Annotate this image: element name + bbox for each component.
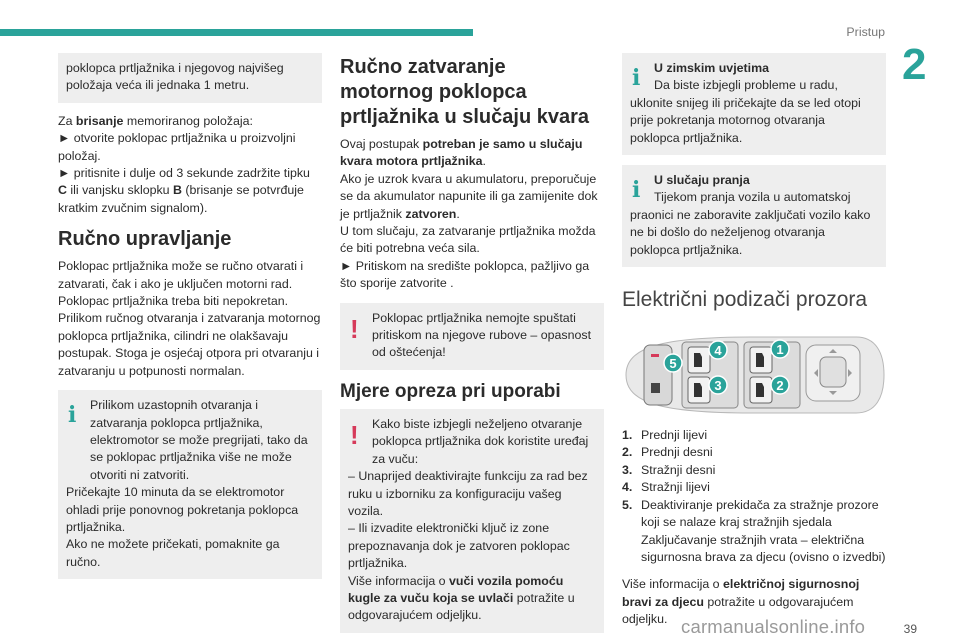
callout-1 — [771, 340, 789, 358]
manual-operation-text: Poklopac prtljažnika može se ručno otvarati i zatvarati, čak i ako je uključen motorni rad. Poklopac prtljažnika treba biti nepokretan. Prilikom ručnog otvaranja i zatvaranja motornog poklopca prtljažnika, cilindri ne olakšavaju postupak. Stoga je osjećaj otpora pri otvaranju i zatvaranju u potpunosti normalan. — [58, 259, 321, 378]
chapter-number: 2 — [902, 40, 927, 89]
callout-labels — [622, 333, 886, 417]
header-accent-bar — [0, 29, 473, 36]
legend-item: 3. Stražnji desni — [622, 462, 716, 477]
legend-item: 2. Prednji desni — [622, 445, 713, 460]
heading-manual-closing: Ručno zatvaranje motornog poklopca prtljažnika u slučaju kvara — [340, 56, 589, 128]
callout-3 — [709, 376, 727, 394]
info-box-winter: i U zimskim uvjetima Da biste izbjegli probleme u radu, uklonite snijeg ili pričekajte da se led otopi prije pokretanja motornog otvaranja poklopca prtljažnika. — [622, 53, 886, 155]
warning-box-edges: ! Poklopac prtljažnika nemojte spuštati pritiskom na njegove rubove – opasnost od oštećenja! — [340, 303, 604, 370]
page-number: 39 — [903, 621, 917, 636]
watermark: carmanualsonline.info — [681, 616, 866, 637]
svg-text:3: 3 — [714, 378, 722, 394]
warning-box-towing: ! Kako biste izbjegli neželjeno otvaranje poklopca prtljažnika dok koristite uređaj za vuču: – Unaprijed deaktivirajte funkciju za rad bez ruku u izborniku za konfiguraciju vašeg vozila. – Ili izvadite elektronički ključ iz zone prepoznavanja dok je zatvoren poklopac prtljažnika. Više informacija o vuči vozila pomoću kugle za vuču koja se uvlači potražite u odgovarajućem odjeljku. — [340, 409, 604, 633]
heading-precautions: Mjere opreza pri uporabi — [340, 380, 561, 402]
svg-text:1: 1 — [776, 342, 784, 358]
svg-text:2: 2 — [776, 378, 784, 394]
note-box-continued — [58, 53, 322, 103]
column-3 — [622, 53, 886, 639]
legend-item: 5. Deaktiviranje prekidača za stražnje prozore koji se nalaze kraj stražnjih sjedala Zaključavanje stražnjih vrata – električna sigurnosna brava za djecu (ovisno o izvedbi) — [622, 497, 886, 564]
info-icon: i — [632, 65, 641, 91]
column-1 — [58, 53, 322, 589]
callout-4 — [709, 341, 727, 359]
svg-text:5: 5 — [669, 356, 677, 372]
info-icon: i — [632, 177, 641, 204]
child-lock-reference: Više informacija o električnoj sigurnosnoj bravi za djecu potražite u odgovarajućem odjeljku. — [622, 577, 860, 627]
closing-text: Ovaj postupak potreban je samo u slučaju kvara motora prtljažnika. Ako je uzrok kvara u akumulatoru, preporučuje se da akumulator napunite ili ga zamijenite dok je prtljažnik zatvoren. U tom slučaju, za zatvaranje prtljažnika možda će biti potrebna veća sila. ► Pritiskom na središte poklopca, pažljivo ga što sporije zatvorite . — [340, 137, 598, 291]
heading-power-windows: Električni podizači prozora — [622, 288, 868, 312]
column-2 — [340, 53, 604, 643]
section-label: Pristup — [846, 25, 885, 39]
warning-icon: ! — [350, 313, 359, 344]
note-text: poklopca prtljažnika i njegovog najvišeg položaja veća ili jednaka 1 metru. — [66, 61, 284, 93]
info-icon: i — [68, 402, 77, 429]
info-box-washing: i U slučaju pranja Tijekom pranja vozila u automatskoj praonici ne zaboravite zaključati vozilo kako ne bi došlo do neželjenog otvaranja poklopca prtljažnika. — [622, 165, 886, 267]
callout-2 — [771, 376, 789, 394]
callout-5 — [664, 354, 682, 372]
info-box-overheat: i Prilikom uzastopnih otvaranja i zatvaranja poklopca prtljažnika, elektromotor se može pregrijati, tako da se poklopac prtljažnika više ne može otvoriti ni zatvoriti. Pričekajte 10 minuta da se elektromotor ohladi prije ponovnog pokretanja poklopca prtljažnika. Ako ne možete pričekati, pomaknite ga ručno. — [58, 390, 322, 579]
window-switch-figure — [622, 333, 886, 417]
erase-instructions: Za brisanje memoriranog položaja: ► otvorite poklopac prtljažnika u proizvoljni položaj. ► pritisnite i dulje od 3 sekunde zadržite tipku C ili vanjsku sklopku B (brisanje se potvrđuje kratkim zvučnim signalom). — [58, 113, 310, 215]
svg-text:4: 4 — [714, 343, 722, 359]
figure-legend — [622, 427, 886, 566]
warning-icon: ! — [350, 419, 359, 450]
legend-item: 4. Stražnji lijevi — [622, 480, 710, 495]
heading-manual-operation: Ručno upravljanje — [58, 228, 232, 251]
legend-item: 1. Prednji lijevi — [622, 428, 708, 443]
